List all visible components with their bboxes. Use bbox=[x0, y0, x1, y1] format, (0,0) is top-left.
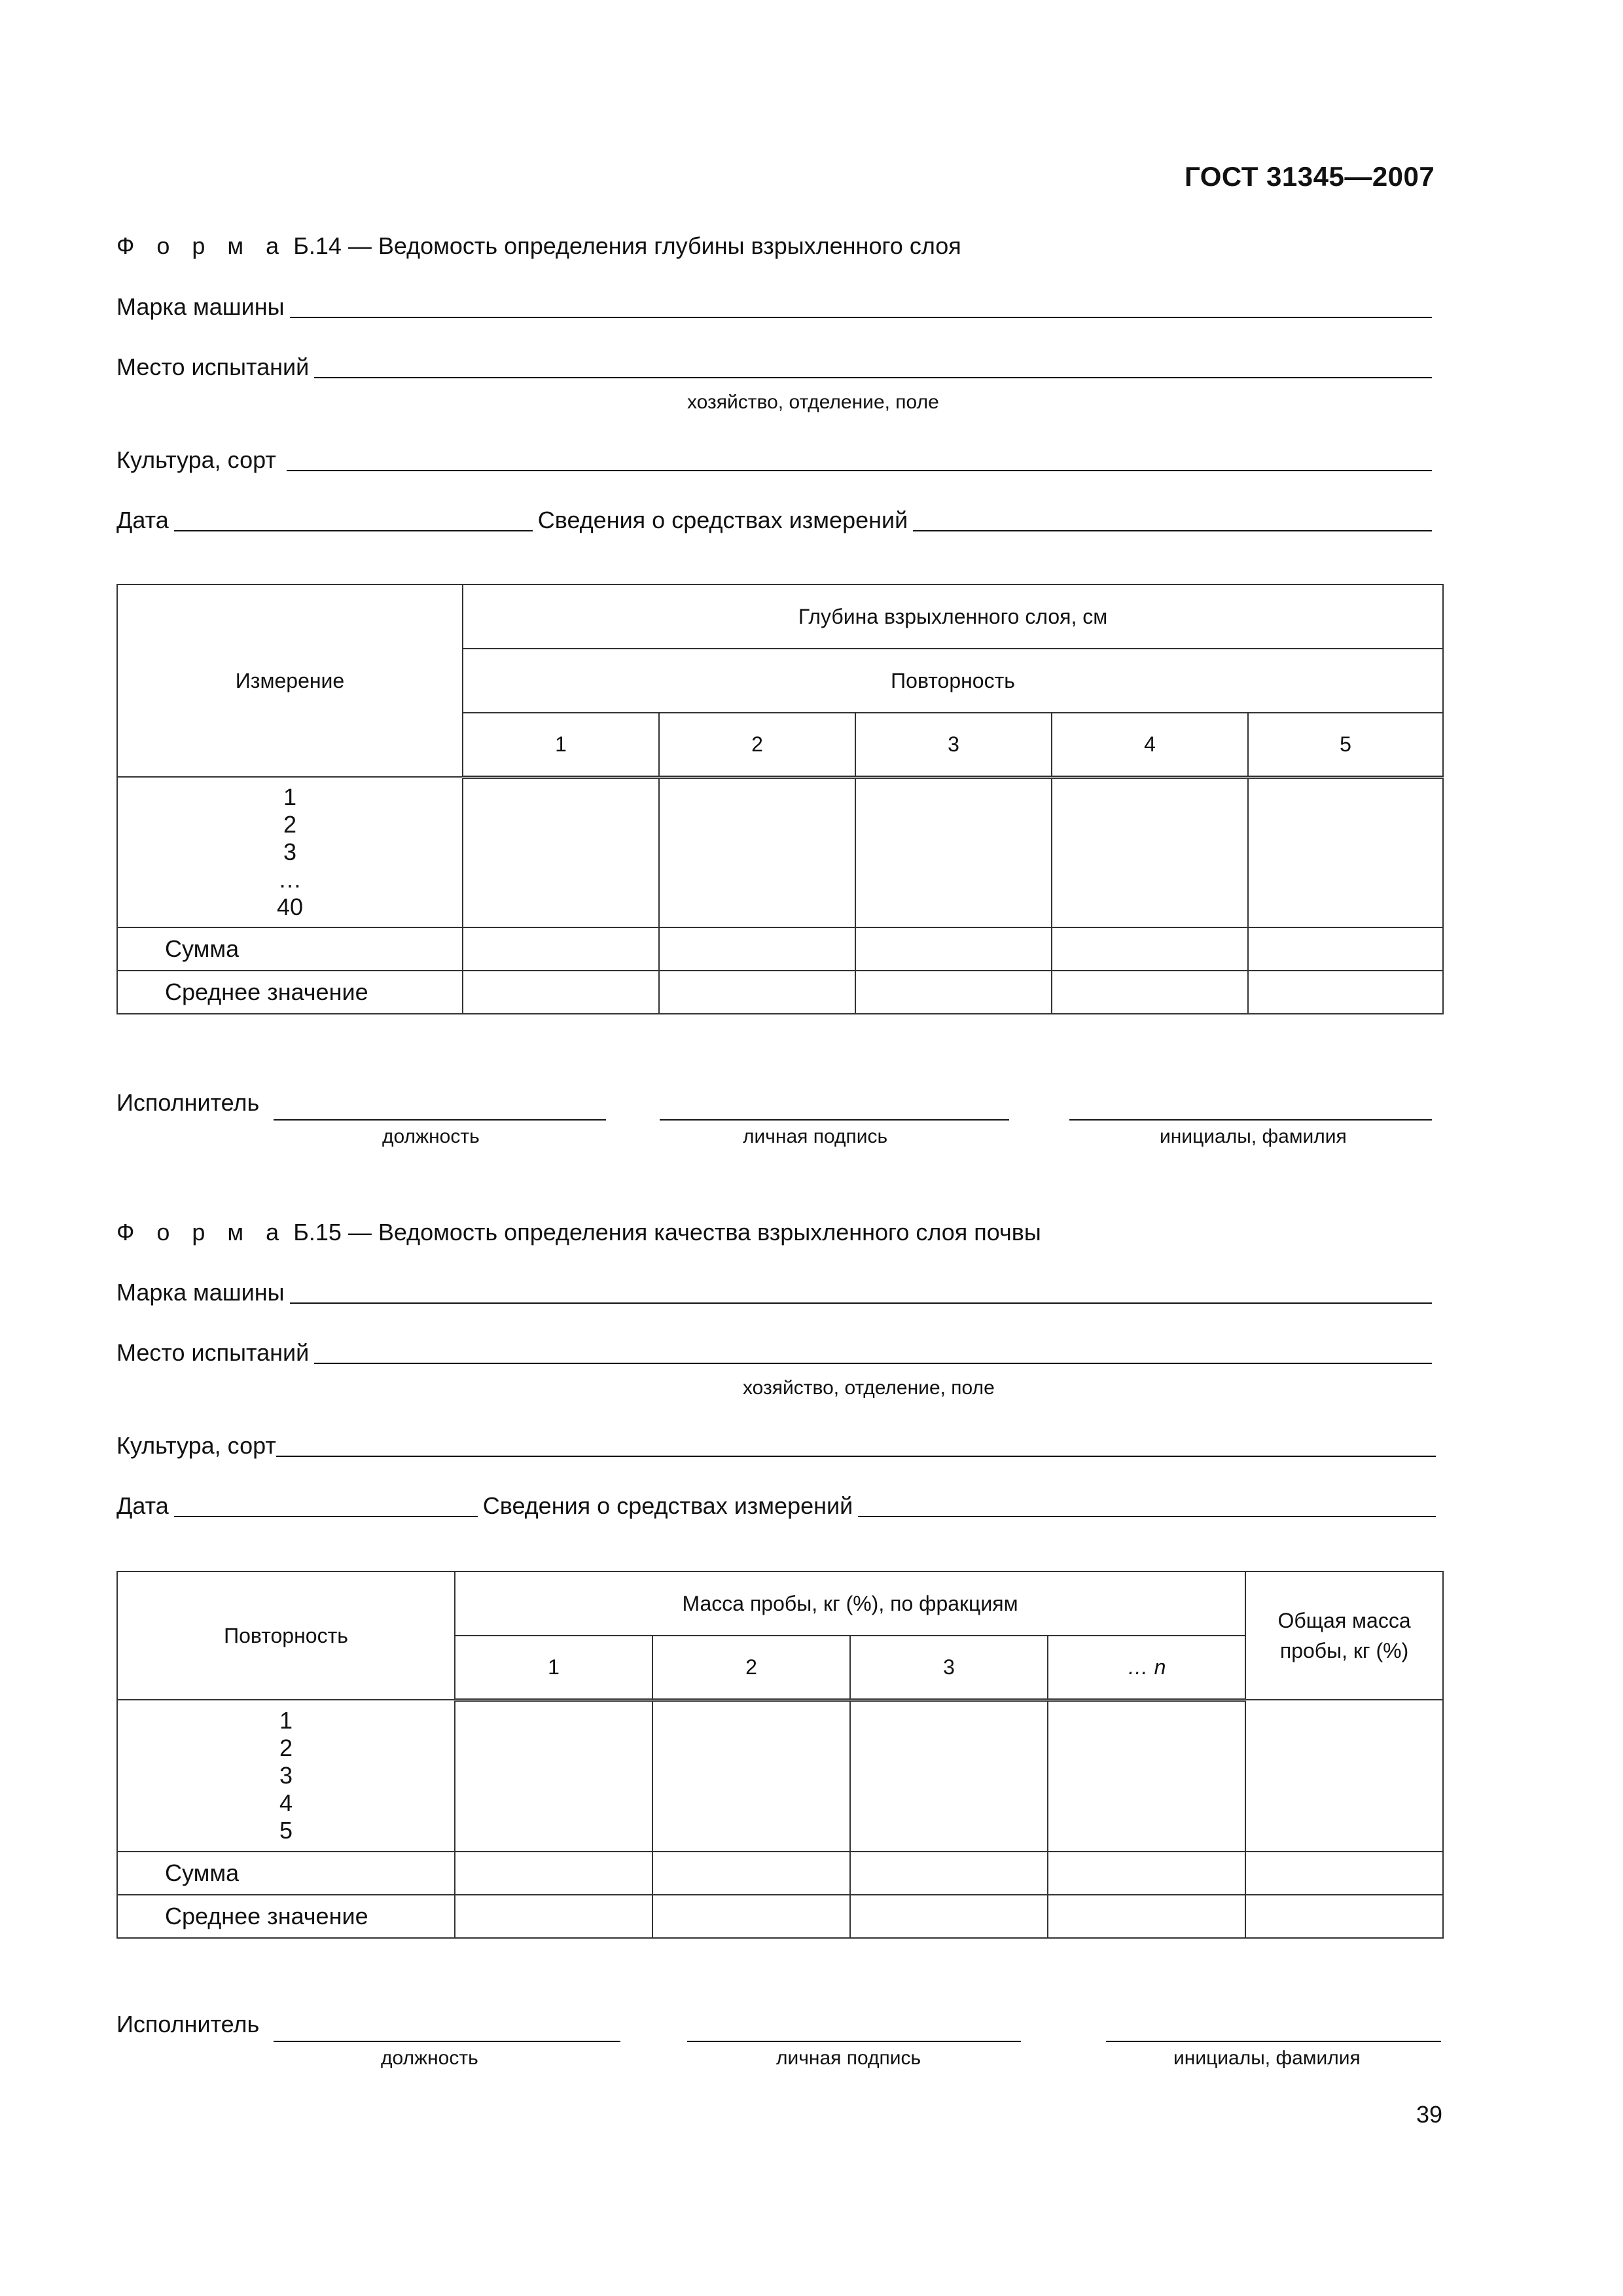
table-cell[interactable] bbox=[455, 1700, 652, 1852]
form2-col-header: 1 bbox=[455, 1636, 652, 1700]
table-cell[interactable] bbox=[455, 1852, 652, 1895]
table-cell[interactable] bbox=[652, 1852, 850, 1895]
form1-place-hint: хозяйство, отделение, поле bbox=[687, 391, 939, 413]
form1-sub-header: Повторность bbox=[463, 649, 1443, 713]
table-cell[interactable] bbox=[1048, 1895, 1245, 1938]
form1-title bbox=[116, 232, 961, 260]
form2-total-header: Общая масса пробы, кг (%) bbox=[1245, 1571, 1443, 1700]
form1-machine-field[interactable] bbox=[290, 314, 1432, 318]
form1-name-hint: инициалы, фамилия bbox=[1160, 1126, 1347, 1147]
form1-row-labels bbox=[117, 777, 463, 927]
form2-instruments-label: Сведения о средствах измерений bbox=[482, 1492, 853, 1519]
table-cell[interactable] bbox=[1248, 971, 1443, 1014]
form2-place-field[interactable] bbox=[314, 1360, 1432, 1364]
form2-col-header: 3 bbox=[850, 1636, 1048, 1700]
row-label: 2 bbox=[283, 811, 297, 838]
row-label: 3 bbox=[283, 838, 297, 865]
form2-col-header: 2 bbox=[652, 1636, 850, 1700]
table-cell[interactable] bbox=[1245, 1895, 1443, 1938]
table-cell[interactable] bbox=[463, 971, 659, 1014]
form2-row-labels bbox=[117, 1700, 455, 1852]
row-label: … bbox=[278, 866, 302, 893]
form1-executor-label: Исполнитель bbox=[116, 1089, 260, 1116]
form2-date-label: Дата bbox=[116, 1492, 169, 1519]
form1-name-line[interactable] bbox=[1069, 1118, 1432, 1121]
row-label: 3 bbox=[279, 1762, 293, 1789]
form1-position-hint: должность bbox=[382, 1126, 480, 1147]
form2-machine-field[interactable] bbox=[290, 1300, 1432, 1304]
table-cell[interactable] bbox=[1052, 927, 1248, 971]
form2-date-row bbox=[116, 1491, 1436, 1524]
table-cell[interactable] bbox=[850, 1895, 1048, 1938]
form2-place-label: Место испытаний bbox=[116, 1339, 310, 1366]
table-cell[interactable] bbox=[1048, 1700, 1245, 1852]
table-cell[interactable] bbox=[1248, 777, 1443, 927]
form2-machine-label: Марка машины bbox=[116, 1279, 285, 1306]
form1-col-header: 5 bbox=[1248, 713, 1443, 777]
form1-crop-label: Культура, сорт bbox=[116, 446, 276, 473]
form1-crop-row bbox=[116, 445, 1432, 478]
form2-crop-label: Культура, сорт bbox=[116, 1432, 276, 1459]
form1-date-field[interactable] bbox=[174, 528, 533, 531]
table-cell[interactable] bbox=[855, 777, 1052, 927]
form2-crop-field[interactable] bbox=[276, 1453, 1436, 1457]
form1-sum-label: Сумма bbox=[117, 927, 463, 971]
table-cell[interactable] bbox=[1048, 1852, 1245, 1895]
form2-title-text: Б.15 — Ведомость определения качества взрыхленного слоя почвы bbox=[293, 1219, 1041, 1246]
form1-title-text: Б.14 — Ведомость определения глубины взрыхленного слоя bbox=[293, 232, 961, 259]
form2-title bbox=[116, 1219, 1041, 1246]
form2-col-repeat: Повторность bbox=[117, 1571, 455, 1700]
form1-machine-label: Марка машины bbox=[116, 293, 285, 320]
form1-col-header: 2 bbox=[659, 713, 855, 777]
form1-sign-hint: личная подпись bbox=[743, 1126, 888, 1147]
form2-sum-label: Сумма bbox=[117, 1852, 455, 1895]
table-cell[interactable] bbox=[652, 1700, 850, 1852]
form2-col-header: … n bbox=[1048, 1636, 1245, 1700]
table-cell[interactable] bbox=[1248, 927, 1443, 971]
form1-col-header: 1 bbox=[463, 713, 659, 777]
form2-sign-hint: личная подпись bbox=[776, 2047, 921, 2069]
row-label: 1 bbox=[283, 783, 297, 810]
row-label: 1 bbox=[279, 1707, 293, 1734]
table-cell[interactable] bbox=[652, 1895, 850, 1938]
form1-place-label: Место испытаний bbox=[116, 353, 310, 380]
form2-place-row bbox=[116, 1338, 1432, 1371]
form2-place-hint: хозяйство, отделение, поле bbox=[743, 1377, 995, 1399]
form1-place-row bbox=[116, 352, 1432, 385]
table-cell[interactable] bbox=[850, 1852, 1048, 1895]
form2-prefix: Ф о р м а bbox=[116, 1219, 287, 1246]
table-cell[interactable] bbox=[463, 777, 659, 927]
form1-instruments-label: Сведения о средствах измерений bbox=[537, 507, 908, 533]
row-label: 5 bbox=[279, 1817, 293, 1844]
form2-name-line[interactable] bbox=[1106, 2039, 1441, 2042]
form1-table bbox=[116, 584, 1444, 1014]
table-cell[interactable] bbox=[855, 927, 1052, 971]
form1-machine-row bbox=[116, 292, 1432, 325]
form1-date-label: Дата bbox=[116, 507, 169, 533]
table-cell[interactable] bbox=[1245, 1700, 1443, 1852]
table-cell[interactable] bbox=[1052, 971, 1248, 1014]
form2-position-hint: должность bbox=[381, 2047, 478, 2069]
table-cell[interactable] bbox=[1052, 777, 1248, 927]
row-label: 4 bbox=[279, 1789, 293, 1816]
form2-machine-row bbox=[116, 1278, 1432, 1310]
form2-group-header: Масса пробы, кг (%), по фракциям bbox=[455, 1571, 1245, 1636]
form1-instruments-field[interactable] bbox=[913, 528, 1432, 531]
standard-number: ГОСТ 31345—2007 bbox=[1185, 161, 1435, 192]
form2-name-hint: инициалы, фамилия bbox=[1173, 2047, 1361, 2069]
form2-sign-line[interactable] bbox=[687, 2039, 1021, 2042]
form1-crop-field[interactable] bbox=[287, 467, 1432, 471]
form2-table bbox=[116, 1571, 1444, 1939]
table-cell[interactable] bbox=[455, 1895, 652, 1938]
row-label: 40 bbox=[276, 893, 304, 920]
form1-group-header: Глубина взрыхленного слоя, см bbox=[463, 584, 1443, 649]
table-cell[interactable] bbox=[659, 777, 855, 927]
table-cell[interactable] bbox=[1245, 1852, 1443, 1895]
form2-crop-row bbox=[116, 1431, 1436, 1463]
form2-position-line[interactable] bbox=[274, 2039, 620, 2042]
row-label: 2 bbox=[279, 1734, 293, 1761]
form2-date-field[interactable] bbox=[174, 1513, 478, 1517]
table-cell[interactable] bbox=[463, 927, 659, 971]
table-cell[interactable] bbox=[855, 971, 1052, 1014]
form1-sign-line[interactable] bbox=[660, 1118, 1009, 1121]
form2-instruments-field[interactable] bbox=[858, 1513, 1436, 1517]
form2-executor-label: Исполнитель bbox=[116, 2011, 260, 2037]
table-cell[interactable] bbox=[659, 971, 855, 1014]
form1-prefix: Ф о р м а bbox=[116, 232, 287, 259]
form2-mean-label: Среднее значение bbox=[117, 1895, 455, 1938]
form1-col-header: 3 bbox=[855, 713, 1052, 777]
table-cell[interactable] bbox=[850, 1700, 1048, 1852]
form1-position-line[interactable] bbox=[274, 1118, 606, 1121]
form1-date-row bbox=[116, 505, 1432, 538]
form1-col-header: 4 bbox=[1052, 713, 1248, 777]
form1-col-measure: Измерение bbox=[117, 584, 463, 777]
form1-mean-label: Среднее значение bbox=[117, 971, 463, 1014]
page-number: 39 bbox=[1416, 2101, 1443, 2128]
form1-place-field[interactable] bbox=[314, 374, 1432, 378]
table-cell[interactable] bbox=[659, 927, 855, 971]
